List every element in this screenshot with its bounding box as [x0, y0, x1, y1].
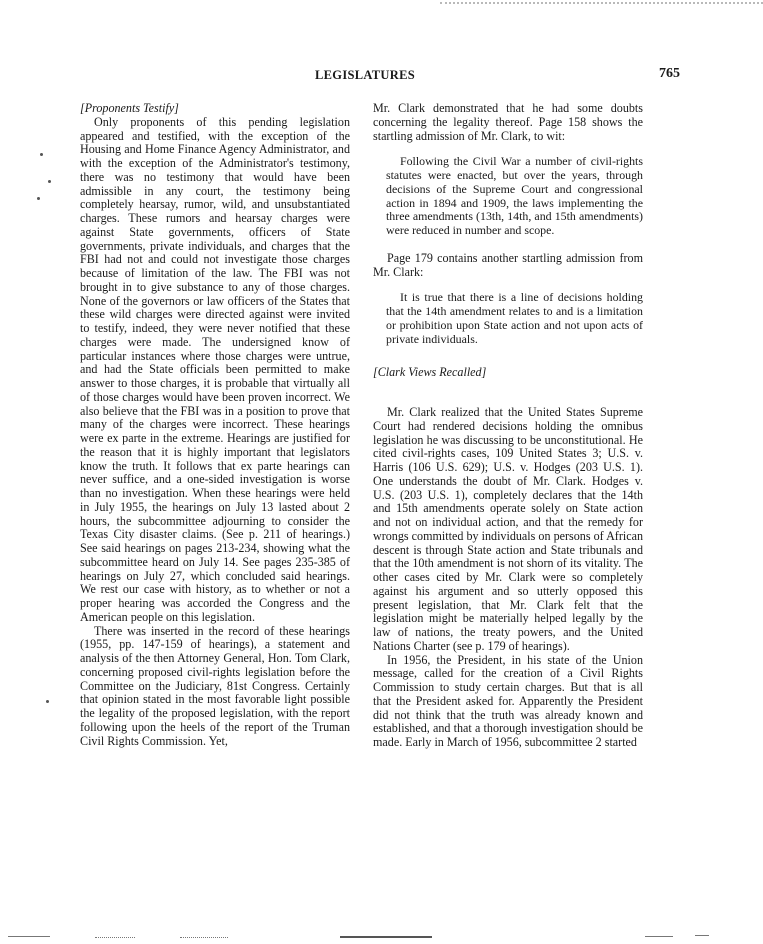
scan-bottom-edge — [0, 934, 763, 940]
margin-speck — [37, 197, 40, 200]
body-paragraph: There was inserted in the record of these hearings (1955, pp. 147-159 of hearings), a statement and analysis of the then Attorney General, Hon. Tom Clark, concerning proposed civil-rights legislation before the Committee on the Judiciary, 81st Congress. Certainly that opinion stated in the most favorable light possible the legality of the proposed legislation, with the report following upon the heels of the report of the Truman Civil Rights Commission. Yet, — [80, 623, 350, 748]
page-number: 765 — [659, 66, 680, 81]
left-column — [80, 102, 350, 748]
scan-mark — [645, 936, 673, 937]
body-paragraph: Mr. Clark realized that the United States Supreme Court had rendered decisions holding the omnibus legislation he was discussing to be unconstitutional. He cited civil-rights cases, 109 United States 3; U.S. v. Harris (106 U.S. 629); U.S. v. Hodges (203 U.S. 1). One understands the doubt of Mr. Clark. Hodges v. U.S. (203 U.S. 1), completely declares that the 14th and 15th amendments operate solely on State action and not on individual action, and that the remedy for wrongs committed by individuals on persons of African descent is through State action and State tribunals and that the 10th amendment is not shorn of its vitality. The other cases cited by Mr. Clark were so completely against his argument and so utterly opposed this present legislation, that Mr. Clark felt that the legislation might be materially helped legally by the law of nations, the treaty powers, and the United Nations Charter (see p. 179 of hearings). — [373, 405, 643, 653]
margin-speck — [48, 180, 51, 183]
block-quote: It is true that there is a line of decisions holding that the 14th amendment relates to and is a limitation or prohibition upon State action and not upon acts of private individuals. — [386, 290, 643, 346]
scan-mark — [95, 937, 135, 938]
body-paragraph: Page 179 contains another startling admission from Mr. Clark: — [373, 250, 643, 279]
scan-border-dots — [440, 2, 763, 4]
scan-mark — [180, 937, 228, 938]
scan-mark — [695, 935, 709, 936]
section-heading: [Proponents Testify] — [80, 101, 179, 115]
running-head: LEGISLATURES — [315, 68, 415, 82]
body-paragraph: Only proponents of this pending legislation appeared and testified, with the exception of the Housing and Home Finance Agency Administrator, and with the exception of the Administrator's testimony, there was no testimony that would have been admissible in any court, the testimony being completely hearsay, rumor, wild, and unsubstantiated charges. These rumors and hearsay charges were against State governments, officers of State governments, private individuals, and charges that the FBI had not and could not investigate those charges because of limitation of the law. The FBI was not brought in to give substance to any of those charges. None of the governors or law officers of the States that these wild charges were directed against were invited to testify, indeed, they were never notified that these charges were made. The undersigned know of particular instances where those charges were untrue, and had the State officials been permitted to make answer to those charges, it is probable that virtually all of those charges would have been proven incorrect. We also believe that the FBI was in a position to prove that many of the charges were incorrect. These hearings were ex parte in the extreme. Hearings are justified for the reason that it is highly important that legislators know the truth. It follows that ex parte hearings can never suffice, and a one-sided investigation is worse than no investigation. When these hearings were held in July 1955, the hearings on July 13 lasted about 2 hours, the subcommittee adjourning to consider the Texas City disaster claims. (See p. 211 of hearings.) See said hearings on pages 213-234, showing what the subcommittee heard on July 14. See pages 235-385 of hearings on July 27, which concluded said hearings. We rest our case with history, as to whether or not a proper hearing was accorded the Congress and the American people on this legislation. — [80, 114, 350, 624]
margin-speck — [40, 153, 43, 156]
block-quote: Following the Civil War a number of civil-rights statutes were enacted, but over the years, through decisions of the Supreme Court and congressional action in 1894 and 1909, the laws implementing the three amendments (13th, 14th, and 15th amendments) were reduced in number and scope. — [386, 154, 643, 237]
right-column — [373, 102, 643, 750]
margin-speck — [46, 700, 49, 703]
scan-mark — [340, 936, 432, 938]
body-paragraph: In 1956, the President, in his state of the Union message, called for the creation of a Civil Rights Commission to study certain charges. But that is all that the President asked for. Apparently the President did not think that the truth was already known and established, and that a thorough investigation should be made. Early in March of 1956, subcommittee 2 started — [373, 652, 643, 749]
body-paragraph: Mr. Clark demonstrated that he had some doubts concerning the legality thereof. Page 158 shows the startling admission of Mr. Clark, to wit: — [373, 101, 643, 143]
page-header — [80, 66, 680, 86]
scan-mark — [8, 936, 50, 937]
section-heading: [Clark Views Recalled] — [373, 365, 487, 380]
